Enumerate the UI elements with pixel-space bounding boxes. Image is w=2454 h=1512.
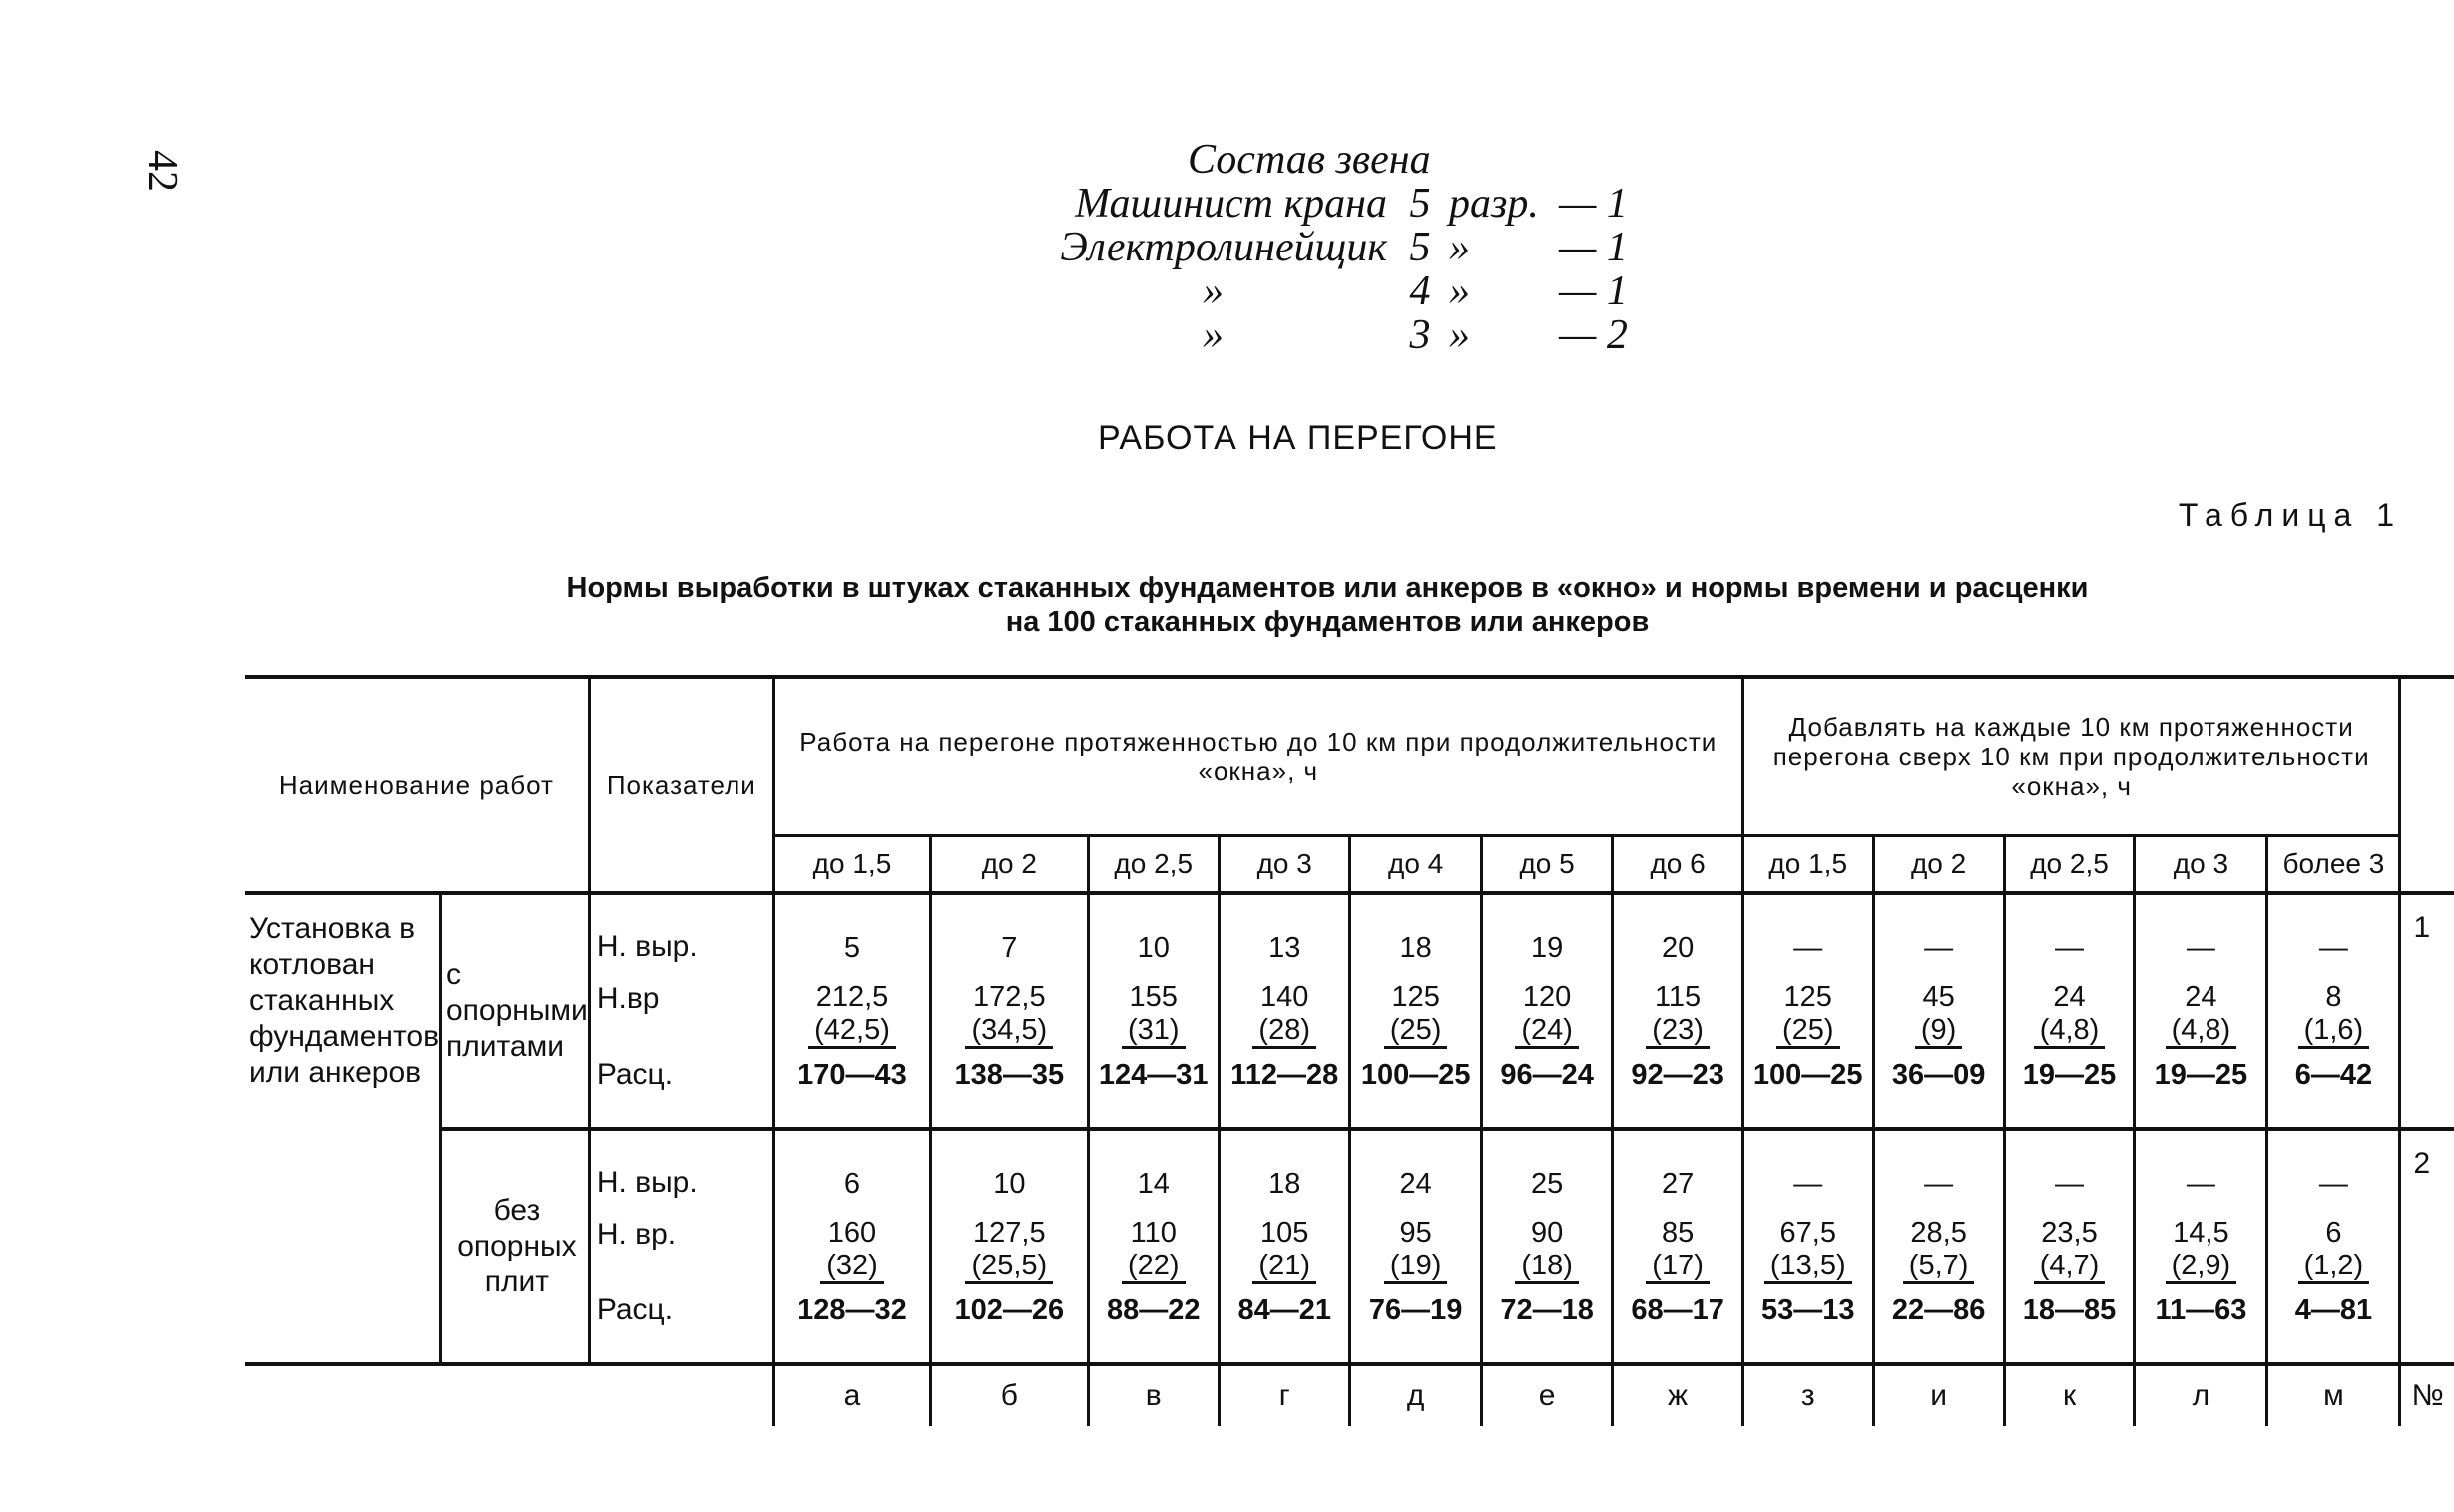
time-per-worker-value: (1,2) xyxy=(2298,1250,2370,1284)
rate-value: 96—24 xyxy=(1500,1058,1594,1091)
rate-value: 53—13 xyxy=(1760,1293,1855,1326)
time-value: 127,5 xyxy=(973,1216,1046,1249)
output-value: — xyxy=(2055,931,2085,964)
value-cell xyxy=(1873,1129,2004,1364)
header-duration: до 3 xyxy=(2135,836,2267,894)
value-cell xyxy=(1613,893,1743,1129)
rate-value: 138—35 xyxy=(954,1058,1065,1091)
column-letter: м xyxy=(2267,1364,2400,1426)
output-value: 10 xyxy=(993,1167,1026,1200)
header-duration: до 4 xyxy=(1350,836,1481,894)
table-label: Таблица 1 xyxy=(2178,497,2402,533)
output-value: 25 xyxy=(1530,1167,1564,1200)
header-duration: до 3 xyxy=(1219,836,1349,894)
time-value: 24 xyxy=(2185,980,2217,1013)
time-per-worker-value: (31) xyxy=(1122,1014,1186,1049)
value-cell xyxy=(773,893,930,1129)
rate-value: 92—23 xyxy=(1631,1058,1724,1091)
output-value: 20 xyxy=(1661,931,1695,964)
indicator-output: Н. выр. xyxy=(596,930,698,963)
crew-member-name: » xyxy=(1203,312,1224,358)
crew-member-count: — 2 xyxy=(1559,312,1628,358)
header-group-additional: Добавлять на каждые 10 км протяженности перегона сверх 10 км при продолжительности «окна», ч xyxy=(1742,677,2400,836)
output-value: 13 xyxy=(1268,931,1301,964)
number-label: № xyxy=(2411,1379,2444,1412)
header-number-blank xyxy=(2400,677,2454,893)
output-value: 18 xyxy=(1399,931,1432,964)
time-per-worker-value: (4,8) xyxy=(2034,1014,2106,1049)
crew-member xyxy=(998,226,1639,269)
time-value: 90 xyxy=(1530,1216,1564,1249)
rate-value: 100—25 xyxy=(1752,1058,1863,1091)
value-cell xyxy=(2004,1129,2135,1364)
column-letter: к xyxy=(2004,1364,2135,1426)
value-cell xyxy=(1481,893,1612,1129)
rate-value: 11—63 xyxy=(2155,1293,2247,1326)
time-per-worker-value: (18) xyxy=(1515,1250,1579,1284)
time-per-worker-value: (25) xyxy=(1776,1014,1840,1049)
time-value: 23,5 xyxy=(2041,1216,2098,1249)
time-per-worker-value: (4,8) xyxy=(2166,1014,2237,1049)
crew-heading: Состав звена xyxy=(1188,137,1431,183)
time-per-worker-value: (5,7) xyxy=(1903,1250,1975,1284)
time-per-worker-value: (23) xyxy=(1646,1014,1710,1049)
output-value: — xyxy=(1924,931,1954,964)
indicator-rate: Расц. xyxy=(596,1293,674,1326)
output-value: 5 xyxy=(843,931,861,964)
section-title: РАБОТА НА ПЕРЕГОНЕ xyxy=(1098,419,1498,457)
column-letter: а xyxy=(773,1364,930,1426)
crew-member-name: » xyxy=(1203,268,1224,314)
output-value: 19 xyxy=(1530,931,1564,964)
time-per-worker-value: (22) xyxy=(1122,1250,1186,1284)
time-per-worker-value: (42,5) xyxy=(808,1014,896,1049)
indicator-output: Н. выр. xyxy=(596,1166,698,1199)
time-per-worker-value: (1,6) xyxy=(2298,1014,2370,1049)
time-value: 8 xyxy=(2325,980,2342,1013)
crew-member xyxy=(998,269,1639,313)
header-duration: до 2 xyxy=(1873,836,2004,894)
time-value: 120 xyxy=(1522,980,1572,1013)
rate-value: 170—43 xyxy=(797,1058,907,1091)
time-per-worker-value: (9) xyxy=(1915,1014,1962,1049)
value-cell xyxy=(1481,1129,1612,1364)
rate-value: 18—85 xyxy=(2022,1293,2117,1326)
table-caption xyxy=(439,571,2215,639)
work-name-cell: Установка в котлован стаканных фундаментов или анкеров xyxy=(245,893,441,1364)
column-letter: ж xyxy=(1613,1364,1743,1426)
time-per-worker-value: (17) xyxy=(1646,1250,1710,1284)
time-value: 140 xyxy=(1260,980,1309,1013)
time-value: 160 xyxy=(827,1216,877,1249)
time-value: 6 xyxy=(2325,1216,2342,1249)
crew-member-grade: 3 xyxy=(1409,312,1431,358)
value-cell xyxy=(931,893,1088,1129)
time-per-worker-value: (34,5) xyxy=(965,1014,1053,1049)
time-per-worker-value: (32) xyxy=(820,1250,884,1284)
rate-value: 112—28 xyxy=(1230,1058,1339,1091)
value-cell xyxy=(1088,1129,1219,1364)
crew-member xyxy=(998,313,1639,357)
header-duration: до 2 xyxy=(931,836,1088,894)
caption-line: Нормы выработки в штуках стаканных фундаментов или анкеров в «окно» и нормы времени и расценки xyxy=(566,572,2089,604)
time-per-worker-value: (13,5) xyxy=(1764,1250,1852,1284)
time-per-worker-value: (4,7) xyxy=(2034,1250,2106,1284)
rate-value: 102—26 xyxy=(954,1293,1065,1326)
rate-value: 124—31 xyxy=(1098,1058,1209,1091)
header-duration: до 2,5 xyxy=(1088,836,1219,894)
output-value: — xyxy=(1924,1167,1954,1200)
footer-blank xyxy=(245,1364,441,1426)
column-letter: и xyxy=(1873,1364,2004,1426)
rate-value: 84—21 xyxy=(1237,1293,1331,1326)
output-value: — xyxy=(2186,1167,2215,1200)
value-cell xyxy=(1742,893,1873,1129)
crew-composition xyxy=(998,138,1639,357)
value-cell xyxy=(1219,1129,1349,1364)
time-value: 105 xyxy=(1260,1216,1309,1249)
output-value: 24 xyxy=(1399,1167,1432,1200)
time-value: 125 xyxy=(1783,980,1832,1013)
rate-value: 100—25 xyxy=(1360,1058,1471,1091)
row-number: 1 xyxy=(2400,893,2454,1129)
output-value: 27 xyxy=(1661,1167,1695,1200)
crew-member-grade: 5 xyxy=(1409,181,1431,227)
crew-member-grade: 5 xyxy=(1409,225,1431,270)
value-cell xyxy=(773,1129,930,1364)
output-value: — xyxy=(2186,931,2215,964)
norms-table xyxy=(245,675,2454,1426)
indicator-time: Н.вр xyxy=(596,982,660,1015)
rate-value: 36—09 xyxy=(1891,1058,1986,1091)
time-per-worker-value: (25,5) xyxy=(965,1250,1053,1284)
value-cell xyxy=(2267,893,2400,1129)
time-per-worker-value: (21) xyxy=(1252,1250,1316,1284)
output-value: — xyxy=(2318,1167,2348,1200)
indicator-rate: Расц. xyxy=(596,1058,674,1091)
table-row xyxy=(245,893,2454,1129)
value-cell xyxy=(1219,893,1349,1129)
time-per-worker-value: (2,9) xyxy=(2166,1250,2237,1284)
value-cell xyxy=(1088,893,1219,1129)
value-cell xyxy=(931,1129,1088,1364)
crew-member xyxy=(998,182,1639,226)
output-value: 10 xyxy=(1137,931,1170,964)
rate-value: 72—18 xyxy=(1500,1293,1594,1326)
crew-member-unit: » xyxy=(1449,225,1470,270)
rate-value: 19—25 xyxy=(2022,1058,2117,1091)
rate-value: 88—22 xyxy=(1106,1293,1201,1326)
indicators-cell xyxy=(589,893,773,1129)
time-value: 14,5 xyxy=(2173,1216,2229,1249)
output-value: 18 xyxy=(1268,1167,1301,1200)
rate-value: 68—17 xyxy=(1631,1293,1724,1326)
value-cell xyxy=(1350,1129,1481,1364)
header-work-name: Наименование работ xyxy=(245,677,589,893)
column-letter: д xyxy=(1350,1364,1481,1426)
header-duration: до 1,5 xyxy=(773,836,930,894)
rate-value: 128—32 xyxy=(797,1293,907,1326)
time-value: 110 xyxy=(1130,1216,1177,1249)
value-cell xyxy=(1613,1129,1743,1364)
time-value: 172,5 xyxy=(973,980,1046,1013)
time-value: 125 xyxy=(1391,980,1440,1013)
indicators-cell xyxy=(589,1129,773,1364)
time-per-worker-value: (28) xyxy=(1252,1014,1316,1049)
header-duration: до 1,5 xyxy=(1742,836,1873,894)
page-number: 42 xyxy=(139,150,185,192)
time-value: 115 xyxy=(1654,980,1702,1013)
crew-member-grade: 4 xyxy=(1409,268,1431,314)
value-cell xyxy=(1350,893,1481,1129)
footer-blank xyxy=(441,1364,590,1426)
crew-member-count: — 1 xyxy=(1559,181,1628,227)
value-cell xyxy=(1742,1129,1873,1364)
output-value: — xyxy=(2318,931,2348,964)
work-subtype-cell: без опорных плит xyxy=(441,1129,590,1364)
rate-value: 4—81 xyxy=(2294,1293,2373,1326)
row-number: 2 xyxy=(2400,1129,2454,1364)
output-value: 14 xyxy=(1137,1167,1170,1200)
rate-value: 76—19 xyxy=(1368,1293,1463,1326)
output-value: 7 xyxy=(1001,931,1018,964)
time-value: 24 xyxy=(2053,980,2086,1013)
time-per-worker-value: (24) xyxy=(1515,1014,1579,1049)
output-value: — xyxy=(1793,1167,1823,1200)
crew-member-unit: » xyxy=(1449,268,1470,314)
time-value: 95 xyxy=(1399,1216,1432,1249)
time-per-worker-value: (25) xyxy=(1384,1014,1448,1049)
time-value: 155 xyxy=(1129,980,1178,1013)
crew-member-unit: разр. xyxy=(1449,181,1539,227)
header-indicators: Показатели xyxy=(589,677,773,893)
column-letter: б xyxy=(931,1364,1088,1426)
rate-value: 22—86 xyxy=(1891,1293,1986,1326)
crew-member-count: — 1 xyxy=(1559,225,1628,270)
rate-value: 6—42 xyxy=(2294,1058,2373,1091)
crew-member-count: — 1 xyxy=(1559,268,1628,314)
header-duration: более 3 xyxy=(2267,836,2400,894)
time-value: 28,5 xyxy=(1910,1216,1967,1249)
header-group-main: Работа на перегоне протяженностью до 10 км при продолжительности «окна», ч xyxy=(773,677,1742,836)
time-value: 45 xyxy=(1922,980,1955,1013)
header-duration: до 5 xyxy=(1481,836,1612,894)
output-value: — xyxy=(1793,931,1823,964)
value-cell xyxy=(2135,1129,2267,1364)
rate-value: 19—25 xyxy=(2154,1058,2248,1091)
value-cell xyxy=(2267,1129,2400,1364)
value-cell xyxy=(2004,893,2135,1129)
time-value: 67,5 xyxy=(1779,1216,1836,1249)
table-row xyxy=(245,1129,2454,1364)
output-value: 6 xyxy=(843,1167,861,1200)
column-letter: е xyxy=(1481,1364,1612,1426)
column-letter: л xyxy=(2135,1364,2267,1426)
time-per-worker-value: (19) xyxy=(1384,1250,1448,1284)
caption-line: на 100 стаканных фундаментов или анкеров xyxy=(1005,606,1650,638)
crew-member-name: Машинист крана xyxy=(1075,181,1387,227)
work-subtype-cell: с опорными плитами xyxy=(441,893,590,1129)
indicator-time: Н. вр. xyxy=(596,1218,677,1251)
header-duration: до 6 xyxy=(1613,836,1743,894)
crew-member-name: Электролинейщик xyxy=(1060,225,1387,270)
crew-member-unit: » xyxy=(1449,312,1470,358)
value-cell xyxy=(1873,893,2004,1129)
value-cell xyxy=(2135,893,2267,1129)
column-letter: в xyxy=(1088,1364,1219,1426)
header-duration: до 2,5 xyxy=(2004,836,2135,894)
column-letter: г xyxy=(1219,1364,1349,1426)
time-value: 212,5 xyxy=(815,980,889,1013)
column-letter: з xyxy=(1742,1364,1873,1426)
footer-blank xyxy=(589,1364,773,1426)
time-value: 85 xyxy=(1661,1216,1695,1249)
output-value: — xyxy=(2055,1167,2085,1200)
